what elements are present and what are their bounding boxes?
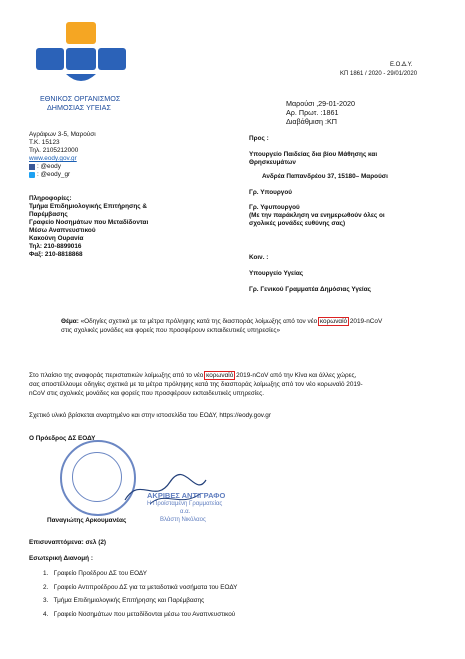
to3-line3: σχολικές μονάδες ευθύνης σας) — [249, 220, 346, 227]
to2: Γρ. Υπουργού — [249, 189, 292, 196]
sender-phone: Τηλ. 2105212000 — [29, 147, 79, 154]
signature-title: Ο Πρόεδρος ΔΣ ΕΟΔΥ — [29, 435, 96, 442]
info-dept2: Παρέμβασης — [29, 211, 68, 218]
to3-line1: Γρ. Υφυπουργού — [249, 204, 300, 211]
cc1: Υπουργείο Υγείας — [249, 270, 304, 277]
info-dept1: Τμήμα Επιδημιολογικής Επιτήρησης & — [29, 203, 147, 210]
copy-stamp-line4: Βλάστη Νικόλαος — [160, 517, 206, 523]
facebook-row — [29, 163, 61, 171]
body-p1-line1 — [29, 372, 356, 380]
signatory-name: Παναγιώτης Αρκουμανέας — [47, 517, 127, 524]
cc-label: Κοιν. : — [249, 254, 269, 261]
sender-website-link[interactable]: www.eody.gov.gr — [29, 155, 77, 162]
eody-logo-icon — [36, 22, 126, 92]
to1-line1: Υπουργείο Παιδείας δια βίου Μάθησης και — [249, 151, 378, 158]
body-p1-line2: σας αποστέλλουμε οδηγίες σχετικά με τα μέτρα πρόληψης κατά της διασποράς λοίμωξης από τον νέο κορωναϊό 2019- — [29, 381, 363, 388]
to-label: Προς : — [249, 135, 269, 142]
facebook-icon — [29, 164, 35, 170]
subject-text-a: «Οδηγίες σχετικά με τα μέτρα πρόληψης κατά της διασποράς λοίμωξης από τον νέο — [78, 318, 319, 325]
twitter-row — [29, 171, 70, 179]
internal-item-4: 4. Γραφείο Νοσημάτων που μεταδίδονται μέσω του Αναπνευστικού — [43, 611, 236, 618]
subject-text-b: 2019-nCoV — [348, 318, 383, 325]
subject-line2: στις σχολικές μονάδες και φορείς που προσφέρουν εκπαιδευτικές υπηρεσίες» — [61, 327, 281, 334]
to3-line2: (Με την παράκληση να ενημερωθούν όλες οι — [249, 212, 385, 219]
doc-classification: Διαβάθμιση :ΚΠ — [286, 117, 337, 126]
info-dept4: Μέσω Αναπνευστικού — [29, 227, 96, 234]
sender-address: Αγράφων 3-5, Μαρούσι — [29, 131, 96, 138]
body-p1-line3: nCoV στις σχολικές μονάδες και φορείς που προσφέρουν εκπαιδευτικές υπηρεσίες. — [29, 390, 264, 397]
sender-postal: Τ.Κ. 15123 — [29, 139, 60, 146]
corner-stamp-title: Ε.Ο.Δ.Υ. — [390, 62, 413, 68]
info-contact: Κακούνη Ουρανία — [29, 235, 84, 242]
info-label: Πληροφορίες: — [29, 195, 72, 202]
info-tel: Τηλ: 210-8899016 — [29, 243, 82, 250]
subject-highlight: κορωναϊό — [319, 318, 348, 325]
facebook-handle: : @eody — [37, 163, 61, 170]
body-p2: Σχετικό υλικό βρίσκεται αναρτημένο και στην ιστοσελίδα του ΕΟΔΥ, https://eody.gov.gr — [29, 412, 271, 419]
official-seal-inner — [72, 452, 122, 502]
copy-stamp-line3: α.α. — [180, 509, 191, 515]
cc2: Γρ. Γενικού Γραμματέα Δημόσιας Υγείας — [249, 286, 371, 293]
copy-stamp-line2: Η Προϊσταμένη Γραμματείας — [147, 501, 223, 507]
info-fax: Φαξ: 210-8818868 — [29, 251, 83, 258]
internal-item-1: 1. Γραφείο Προέδρου ΔΣ του ΕΟΔΥ — [43, 570, 147, 577]
subject-label: Θέμα: — [61, 318, 79, 325]
body-p1-b: 2019-nCoV από την Κίνα και άλλες χώρες, — [234, 372, 357, 379]
internal-item-2: 2. Γραφείο Αντιπροέδρου ΔΣ για τα μεταδοτικά νοσήματα του ΕΟΔΥ — [43, 584, 238, 591]
org-name-line1: ΕΘΝΙΚΟΣ ΟΡΓΑΝΙΣΜΟΣ — [40, 94, 121, 103]
body-p1-highlight: κορωναϊό — [206, 372, 234, 379]
org-name-line2: ΔΗΜΟΣΙΑΣ ΥΓΕΙΑΣ — [47, 103, 111, 112]
copy-stamp: ΑΚΡΙΒΕΣ ΑΝΤΙΓΡΑΦΟ — [147, 491, 226, 500]
corner-stamp-ref: ΚΠ 1861 / 2020 - 29/01/2020 — [340, 71, 418, 77]
internal-item-3: 3. Τμήμα Επιδημιολογικής Επιτήρησης και Παρέμβασης — [43, 597, 205, 604]
eody-logo — [36, 22, 126, 92]
doc-protocol: Αρ. Πρωτ. :1861 — [286, 108, 339, 117]
internal-label: Εσωτερική Διανομή : — [29, 555, 93, 562]
to1-line3: Ανδρέα Παπανδρέου 37, 15180– Μαρούσι — [262, 173, 388, 180]
body-p1-a: Στο πλαίσιο της αναφοράς περιστατικών λοίμωξης από το νέο — [29, 372, 206, 379]
attachments: Επισυναπτόμενα: σελ (2) — [29, 539, 107, 546]
subject-line1 — [61, 318, 382, 326]
twitter-handle: : @eody_gr — [37, 171, 71, 178]
to1-line2: Θρησκευμάτων — [249, 159, 296, 166]
doc-date: Μαρούσι ,29-01-2020 — [286, 99, 355, 108]
info-dept3: Γραφείο Νοσημάτων που Μεταδίδονται — [29, 219, 149, 226]
twitter-icon — [29, 172, 35, 178]
